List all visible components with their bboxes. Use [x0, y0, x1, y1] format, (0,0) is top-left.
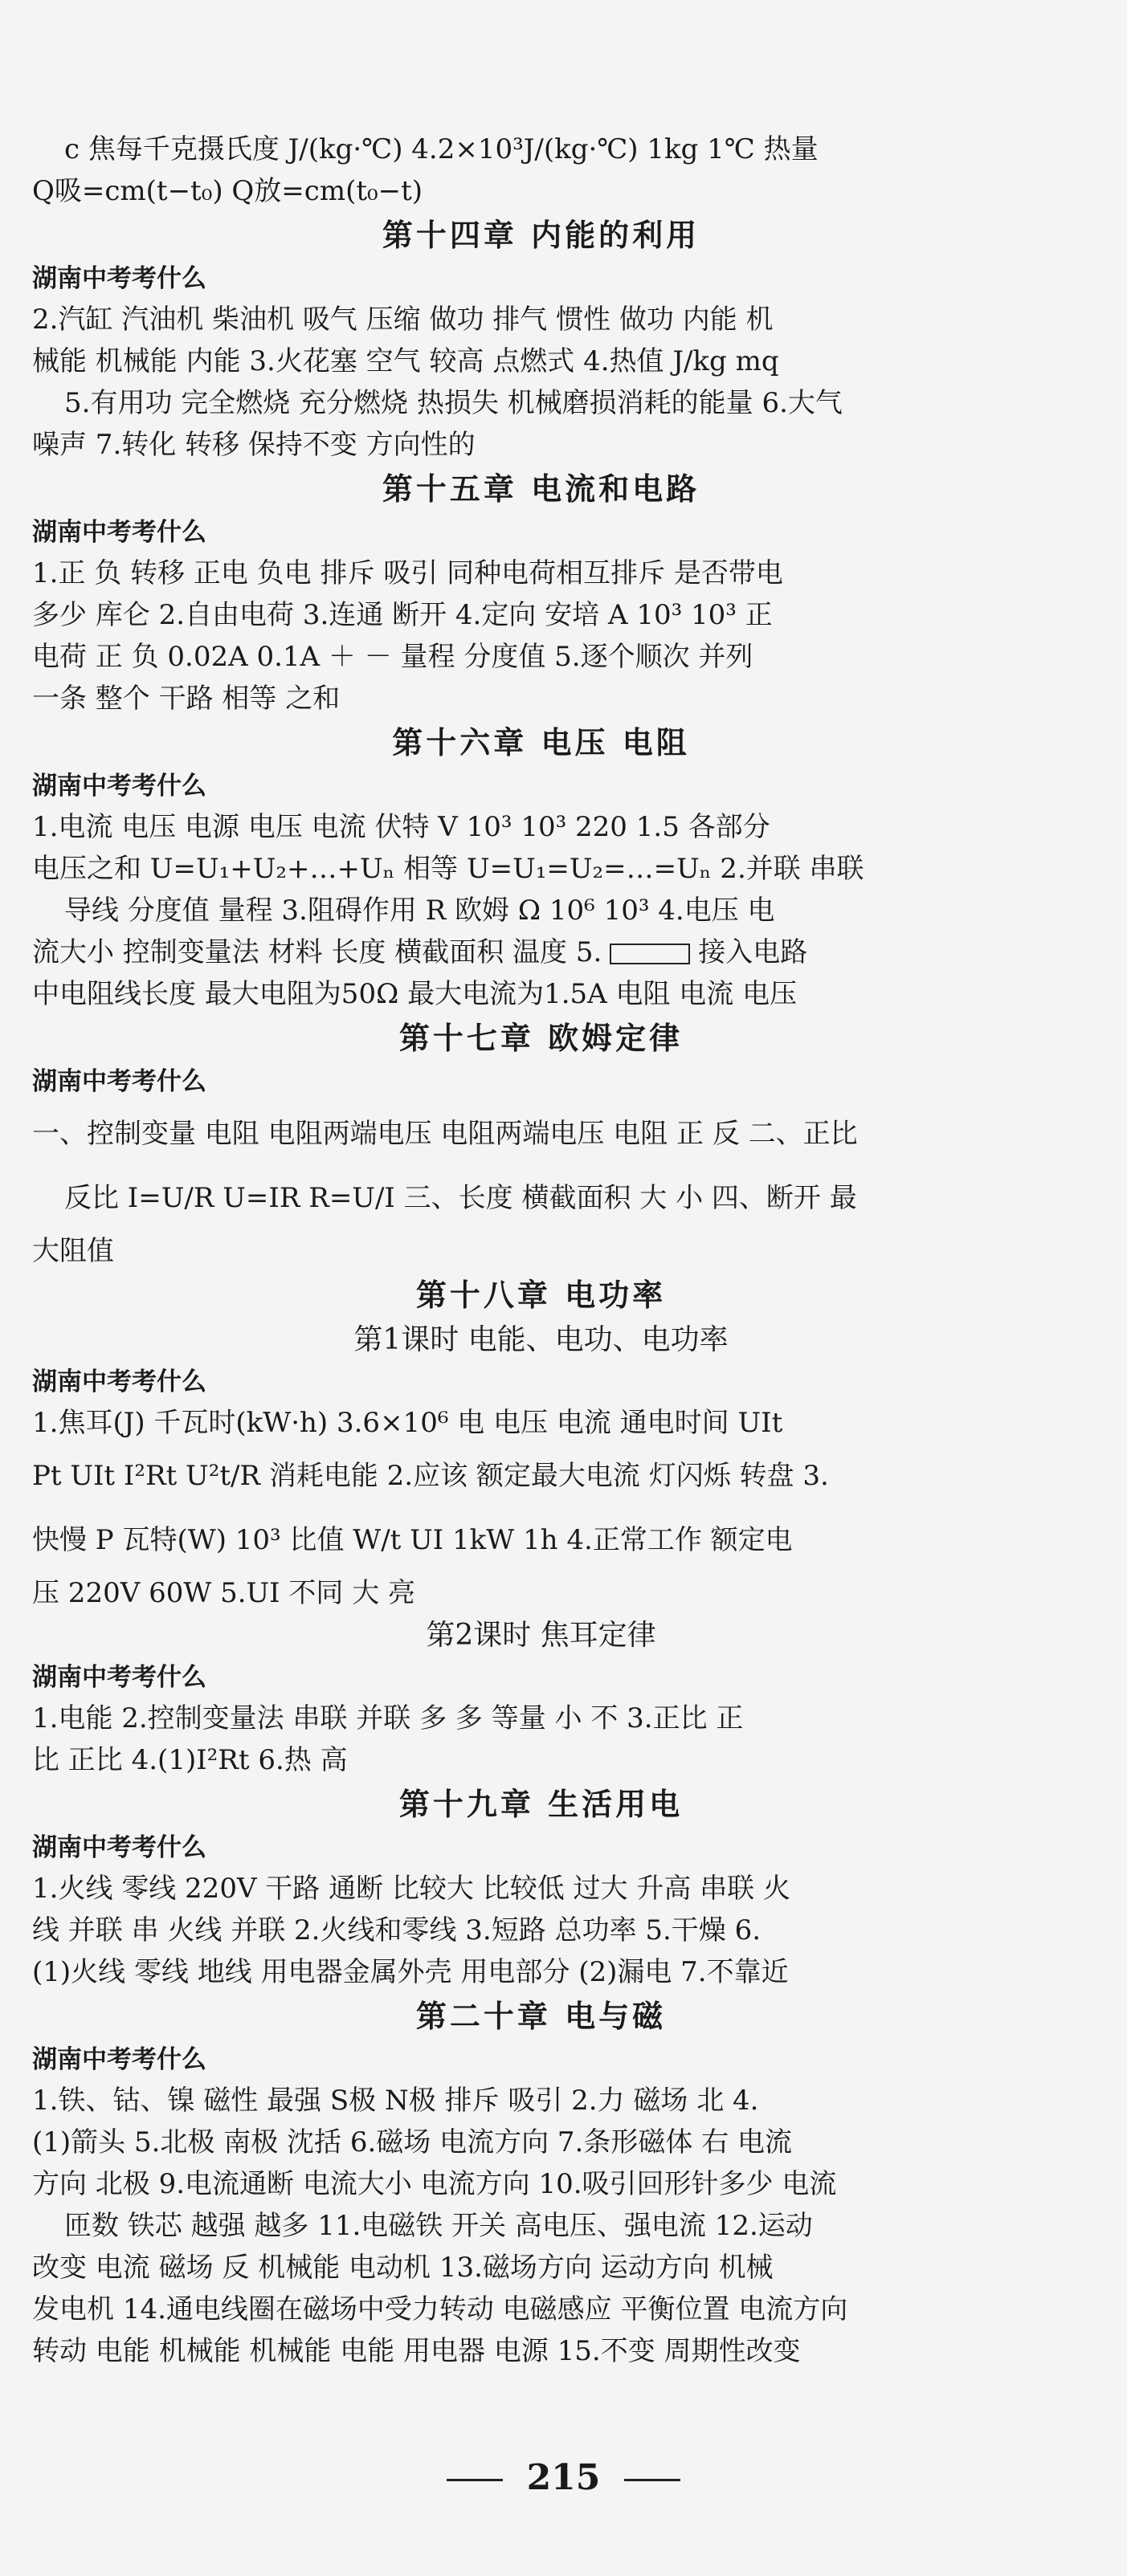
text-line: 快慢 P 瓦特(W) 10³ 比值 W/t UI 1kW 1h 4.正常工作 额定电	[32, 1524, 793, 1556]
text-line: 噪声 7.转化 转移 保持不变 方向性的	[32, 429, 476, 461]
text-line: 比 正比 4.(1)I²Rt 6.热 高	[32, 1744, 348, 1776]
text-line: 大阻值	[32, 1235, 114, 1267]
text-segment: 接入电路	[698, 936, 808, 968]
text-line: 反比 I=U/R U=IR R=U/I 三、长度 横截面积 大 小 四、断开 最	[64, 1182, 857, 1214]
chapter-title: 第十八章 电功率	[415, 1277, 667, 1313]
text-line: 械能 机械能 内能 3.火花塞 空气 较高 点燃式 4.热值 J/kg mq	[32, 345, 779, 377]
divider	[624, 2479, 680, 2481]
text-line: 多少 库仑 2.自由电荷 3.连通 断开 4.定向 安培 A 10³ 10³ 正	[32, 599, 773, 631]
chapter-title: 第十七章 欧姆定律	[398, 1020, 684, 1056]
text-line: 中电阻线长度 最大电阻为50Ω 最大电流为1.5A 电阻 电流 电压	[32, 978, 798, 1010]
chapter-title: 第十五章 电流和电路	[382, 471, 700, 507]
text-line: (1)火线 零线 地线 用电器金属外壳 用电部分 (2)漏电 7.不靠近	[32, 1956, 789, 1988]
chapter-title: 第十九章 生活用电	[398, 1786, 684, 1822]
text-line: 改变 电流 磁场 反 机械能 电动机 13.磁场方向 运动方向 机械	[32, 2252, 774, 2284]
chapter-title: 第二十章 电与磁	[415, 1998, 667, 2034]
text-line: 1.火线 零线 220V 干路 通断 比较大 比较低 过大 升高 串联 火	[32, 1873, 790, 1905]
text-line: 1.铁、钴、镍 磁性 最强 S极 N极 排斥 吸引 2.力 磁场 北 4.	[32, 2085, 759, 2117]
text-line: 1.焦耳(J) 千瓦时(kW·h) 3.6×10⁶ 电 电压 电流 通电时间 UIt	[32, 1407, 783, 1439]
text-line: 电压之和 U=U₁+U₂+…+Uₙ 相等 U=U₁=U₂=…=Uₙ 2.并联 串联	[32, 853, 864, 885]
text-line: c 焦每千克摄氏度 J/(kg·℃) 4.2×10³J/(kg·℃) 1kg 1℃ 热量	[64, 133, 819, 165]
lesson-title: 第2课时 焦耳定律	[426, 1619, 656, 1652]
text-line: 2.汽缸 汽油机 柴油机 吸气 压缩 做功 排气 惯性 做功 内能 机	[32, 304, 774, 336]
page-number	[0, 2457, 1127, 2498]
text-line	[32, 931, 1050, 973]
section-heading: 湖南中考考什么	[32, 2045, 206, 2074]
section-heading: 湖南中考考什么	[32, 518, 206, 547]
text-line: 1.正 负 转移 正电 负电 排斥 吸引 同种电荷相互排斥 是否带电	[32, 557, 783, 589]
text-line: 方向 北极 9.电流通断 电流大小 电流方向 10.吸引回形针多少 电流	[32, 2168, 837, 2200]
text-line: 电荷 正 负 0.02A 0.1A ＋ － 量程 分度值 5.逐个顺次 并列	[32, 641, 753, 673]
chapter-title: 第十六章 电压 电阻	[392, 724, 690, 760]
section-heading: 湖南中考考什么	[32, 772, 206, 801]
text-line: Q吸=cm(t−t₀) Q放=cm(t₀−t)	[32, 175, 423, 207]
text-line: 匝数 铁芯 越强 越多 11.电磁铁 开关 高电压、强电流 12.运动	[64, 2210, 813, 2242]
section-heading: 湖南中考考什么	[32, 1067, 206, 1096]
chapter-title: 第十四章 内能的利用	[382, 217, 700, 253]
rheostat-symbol-icon	[610, 944, 690, 964]
text-line: 转动 电能 机械能 机械能 电能 用电器 电源 15.不变 周期性改变	[32, 2335, 801, 2367]
text-line: 5.有用功 完全燃烧 充分燃烧 热损失 机械磨损消耗的能量 6.大气	[64, 387, 843, 419]
text-line: 一条 整个 干路 相等 之和	[32, 683, 341, 715]
text-line: 一、控制变量 电阻 电阻两端电压 电阻两端电压 电阻 正 反 二、正比	[32, 1118, 858, 1150]
text-line: 发电机 14.通电线圈在磁场中受力转动 电磁感应 平衡位置 电流方向	[32, 2293, 848, 2325]
section-heading: 湖南中考考什么	[32, 1663, 206, 1692]
text-segment: 流大小 控制变量法 材料 长度 横截面积 温度 5.	[32, 936, 602, 968]
divider	[447, 2479, 503, 2481]
section-heading: 湖南中考考什么	[32, 1367, 206, 1396]
section-heading: 湖南中考考什么	[32, 1833, 206, 1862]
text-line: (1)箭头 5.北极 南极 沈括 6.磁场 电流方向 7.条形磁体 右 电流	[32, 2126, 792, 2158]
text-line: 线 并联 串 火线 并联 2.火线和零线 3.短路 总功率 5.干燥 6.	[32, 1914, 762, 1946]
page-number-text: 215	[526, 2457, 601, 2498]
text-line: 1.电能 2.控制变量法 串联 并联 多 多 等量 小 不 3.正比 正	[32, 1702, 744, 1734]
text-line: Pt UIt I²Rt U²t/R 消耗电能 2.应该 额定最大电流 灯闪烁 转盘 3.	[32, 1460, 829, 1492]
text-line: 1.电流 电压 电源 电压 电流 伏特 V 10³ 10³ 220 1.5 各部分	[32, 811, 770, 843]
section-heading: 湖南中考考什么	[32, 264, 206, 293]
text-line: 导线 分度值 量程 3.阻碍作用 R 欧姆 Ω 10⁶ 10³ 4.电压 电	[64, 895, 775, 927]
text-line: 压 220V 60W 5.UI 不同 大 亮	[32, 1577, 416, 1609]
lesson-title: 第1课时 电能、电功、电功率	[353, 1323, 729, 1356]
